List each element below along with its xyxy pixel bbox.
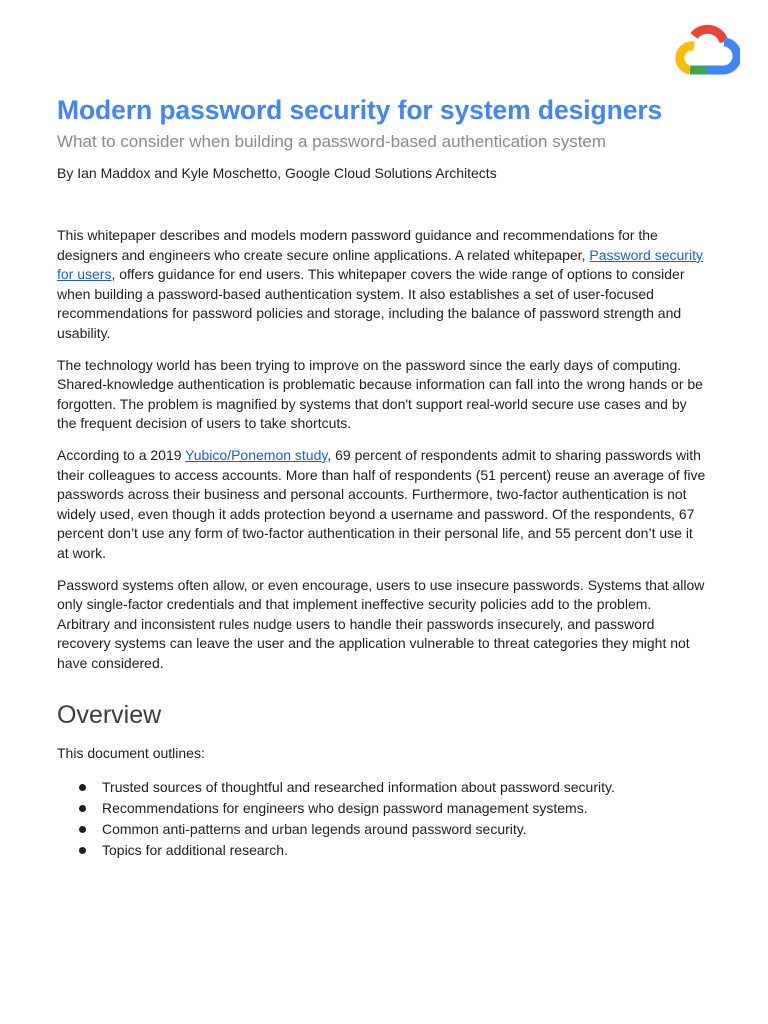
bullet-icon bbox=[79, 847, 86, 854]
bullet-icon bbox=[79, 826, 86, 833]
list-item: Recommendations for engineers who design password management systems. bbox=[57, 798, 707, 819]
document-subtitle: What to consider when building a password-based authentication system bbox=[57, 132, 607, 151]
bullet-icon bbox=[79, 805, 86, 812]
paragraph-password-systems: Password systems often allow, or even encourage, users to use insecure passwords. Systems that allow only single-factor credentials and that implement ineffective security policies add to the problem. Arbitrary and inconsistent rules nudge users to handle their passwords insecurely, and password recovery systems can leave the user and the application vulnerable to threat categories they might not have considered. bbox=[57, 576, 705, 671]
bullet-icon bbox=[79, 784, 86, 791]
list-item: Topics for additional research. bbox=[57, 840, 707, 861]
paragraph-intro: This whitepaper describes and models modern password guidance and recommendations for the designers and engineers who create secure online applications. A related whitepaper, Password security for users, offers guidance for end users. This whitepaper covers the wide range of options to consider when building a password-based authentication system. It also establishes a set of user-focused recommendations for password policies and storage, including the balance of password strength and usability. bbox=[57, 227, 703, 341]
yubico-ponemon-study-link[interactable]: Yubico/Ponemon study bbox=[185, 446, 328, 463]
document-byline: By Ian Maddox and Kyle Moschetto, Google Cloud Solutions Architects bbox=[57, 165, 497, 181]
paragraph-study: According to a 2019 Yubico/Ponemon study, 69 percent of respondents admit to sharing passwords with their colleagues to access accounts. More than half of respondents (51 percent) reuse an average of five passwords across their business and personal accounts. Furthermore, two-factor authentication is not widely used, even though it adds protection beyond a username and password. Of the respondents, 67 percent don’t use any form of two-factor authentication in their personal life, and 55 percent don’t use it at work. bbox=[57, 446, 706, 561]
document-content bbox=[57, 92, 707, 861]
list-item: Common anti-patterns and urban legends around password security. bbox=[57, 819, 707, 840]
document-title: Modern password security for system designers bbox=[57, 95, 663, 125]
overview-intro: This document outlines: bbox=[57, 745, 205, 762]
google-cloud-logo-icon bbox=[672, 20, 740, 76]
overview-heading: Overview bbox=[57, 701, 162, 730]
overview-list bbox=[57, 777, 707, 861]
list-item: Trusted sources of thoughtful and researched information about password security. bbox=[57, 777, 707, 798]
password-security-for-users-link[interactable]: Password security for users bbox=[57, 246, 703, 283]
paragraph-technology: The technology world has been trying to improve on the password since the early days of computing. Shared-knowledge authentication is problematic because information can fall into the wrong hands or be forgotten. The problem is magnified by systems that don't support real-world secure use cases and by the frequent decision of users to take shortcuts. bbox=[57, 356, 703, 432]
